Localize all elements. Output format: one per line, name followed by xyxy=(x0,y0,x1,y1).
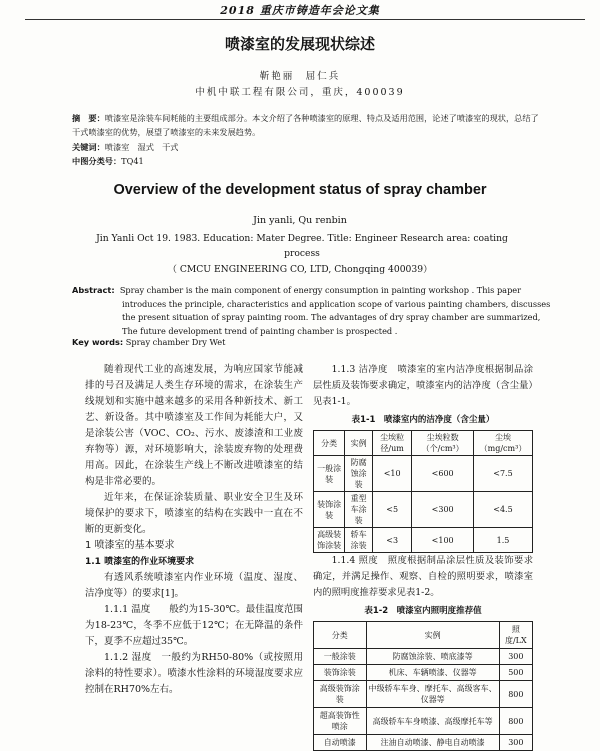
intro-paragraph: 随着现代工业的高速发展，为响应国家节能减排的号召及满足人类生存环境的需求，在涂装生产线规划和实施中越来越多的采用各种新技术、新工艺、新设备。其中喷漆室及工作间为耗能大户，又是涂装公害（VOC、CO₂、污水、废漆渣和工业废弃物等）源，对环境影响大，涂装废弃物的处理费用高。因此，在涂装生产线上不断改进喷漆室的结构是非常必要的。 xyxy=(85,364,303,487)
abstract-english-label: Abstract: xyxy=(72,285,115,295)
table-header-cell: 实例 xyxy=(345,431,373,456)
keywords-chinese-label: 关键词： xyxy=(72,142,105,152)
header-rule xyxy=(25,19,585,20)
table-row xyxy=(314,492,533,528)
table-1-caption: 表1-1 喷漆室内的洁净度（含尘量） xyxy=(351,415,495,425)
table-row xyxy=(314,735,533,751)
table-cell: 轿车涂装 xyxy=(345,528,373,553)
table-cell: 防腐蚀涂装 xyxy=(345,456,373,492)
table-cell: 机床、车辆喷漆、仪器等 xyxy=(366,665,499,681)
table-header-cell: 分类 xyxy=(314,431,345,456)
intro-paragraph-2: 近年来，在保证涂装质量、职业安全卫生及环境保护的要求下，喷漆室的结构在实践中一直在不断的更新变化。 xyxy=(85,492,303,535)
table-row xyxy=(314,665,533,681)
table-cell: 一般涂装 xyxy=(314,649,367,665)
classification-number xyxy=(72,156,144,167)
affiliation-english: （ CMCU ENGINEERING CO, LTD, Chongqing 400039） xyxy=(167,264,433,275)
table-cell: <4.5 xyxy=(473,492,532,528)
author-bio-english: Jin Yanli Oct 19. 1983. Education: Mater Degree. Title: Engineer Research area: coating process xyxy=(96,233,508,259)
table-2-caption: 表1-2 喷漆室内照明度推荐值 xyxy=(364,606,482,616)
table-cell: 1.5 xyxy=(473,528,532,553)
running-head: 2018 重庆市铸造年会论文集 xyxy=(220,4,380,17)
paragraph-humidity: 1.1.2 湿度 一般约为RH50-80%（或按照用涂料的特性要求）。喷漆水性涂料的环境湿度要求应控制在RH70%左右。 xyxy=(85,652,303,695)
table-cell: 自动喷漆 xyxy=(314,735,367,751)
affiliation-chinese: 中机中联工程有限公司，重庆，400039 xyxy=(195,87,405,98)
table-header-cell: 尘埃粒数（个/cm³） xyxy=(412,431,474,456)
illumination-table xyxy=(313,621,533,751)
title-chinese: 喷漆室的发展现状综述 xyxy=(224,35,375,53)
section-heading-1-1: 1.1 喷漆室的作业环境要求 xyxy=(85,557,195,567)
abstract-chinese-text: 喷漆室是涂装车间耗能的主要组成部分。本文介绍了各种喷漆室的原理、特点及适用范围，论述了喷漆室的现状，总结了干式喷漆室的优势，展望了喷漆室的未来发展趋势。 xyxy=(72,113,539,137)
table-cell: 高级轿车车身喷漆、高级摩托车等 xyxy=(366,708,499,735)
keywords-chinese xyxy=(72,142,178,153)
keywords-english-text: Spray chamber Dry Wet xyxy=(125,337,226,347)
table-cell: 注油自动喷漆、静电自动喷漆 xyxy=(366,735,499,751)
table-cell: 800 xyxy=(499,681,532,708)
abstract-chinese-label: 摘 要： xyxy=(72,113,105,123)
paragraph-illumination: 1.1.4 照度 照度根据制品涂层性质及装饰要求确定，并满足操作、观察、自检的照明要求，喷漆室内的照明度推荐要求见表1-2。 xyxy=(313,555,533,598)
table-row xyxy=(314,708,533,735)
table-cell: <7.5 xyxy=(473,456,532,492)
table-cell: <600 xyxy=(412,456,474,492)
table-cell: 超高装饰性喷涂 xyxy=(314,708,367,735)
abstract-english xyxy=(72,284,552,338)
classification-label: 中图分类号： xyxy=(72,156,122,166)
paragraph-temperature: 1.1.1 温度 般约为15-30℃。最佳温度范围为18-23℃，冬季不应低于12℃；在无降温的条件下，夏季不应超过35℃。 xyxy=(85,604,303,647)
abstract-chinese xyxy=(72,111,542,139)
table-row xyxy=(314,649,533,665)
keywords-chinese-text: 喷漆室 湿式 干式 xyxy=(104,142,179,152)
paragraph-1-1: 有透风系统喷漆室内作业环境（温度、湿度、洁净度等）的要求[1]。 xyxy=(85,572,303,599)
table-cell: 中级轿车车身、摩托车、高级客车、仪器等 xyxy=(366,681,499,708)
table-cell: 300 xyxy=(499,649,532,665)
authors-english: Jin yanli, Qu renbin xyxy=(253,215,347,226)
body-right-column xyxy=(313,362,533,751)
table-cell: 800 xyxy=(499,708,532,735)
table-row xyxy=(314,456,533,492)
table-cell: <10 xyxy=(372,456,411,492)
table-cell: 高级装饰涂装 xyxy=(314,681,367,708)
authors-chinese: 靳艳丽 屈仁兵 xyxy=(259,71,341,82)
paragraph-cleanliness: 1.1.3 洁净度 喷漆室的室内洁净度根据制品涂层性质及装饰要求确定，喷漆室内的洁净度（含尘量）见表1-1。 xyxy=(313,364,533,407)
table-header-cell: 照度/LX xyxy=(499,622,532,649)
table-cell: 高级装饰涂装 xyxy=(314,528,345,553)
classification-value: TQ41 xyxy=(121,156,144,166)
table-cell: 装饰涂装 xyxy=(314,492,345,528)
table-header-cell: 实例 xyxy=(366,622,499,649)
table-cell: 防腐蚀涂装、喷底漆等 xyxy=(366,649,499,665)
table-cell: 一般涂装 xyxy=(314,456,345,492)
table-row xyxy=(314,528,533,553)
table-cell: 300 xyxy=(499,735,532,751)
table-row xyxy=(314,681,533,708)
table-cell: 重型车涂装 xyxy=(345,492,373,528)
keywords-english xyxy=(72,337,225,347)
cleanliness-table xyxy=(313,430,533,553)
table-cell: <5 xyxy=(372,492,411,528)
table-cell: <100 xyxy=(412,528,474,553)
table-header-cell: 分类 xyxy=(314,622,367,649)
table-cell: <300 xyxy=(412,492,474,528)
title-english: Overview of the development status of spray chamber xyxy=(113,182,487,198)
body-left-column xyxy=(85,362,303,698)
table-cell: 装饰涂装 xyxy=(314,665,367,681)
abstract-english-text: Spray chamber is the main component of energy consumption in painting workshop . This paper introduces the principle, characteristics and application scope of various painting chambers, discusses the present situation of spray painting room. The advantages of dry spray chamber are summarized, The future development trend of painting chamber is prospected . xyxy=(119,285,551,336)
table-header-cell: 尘埃（mg/cm³） xyxy=(473,431,532,456)
table-header-cell: 尘埃粒径/um xyxy=(372,431,411,456)
keywords-english-label: Key words: xyxy=(72,337,124,347)
table-cell: 500 xyxy=(499,665,532,681)
section-heading-1: 1 喷漆室的基本要求 xyxy=(85,540,175,551)
table-cell: <3 xyxy=(372,528,411,553)
